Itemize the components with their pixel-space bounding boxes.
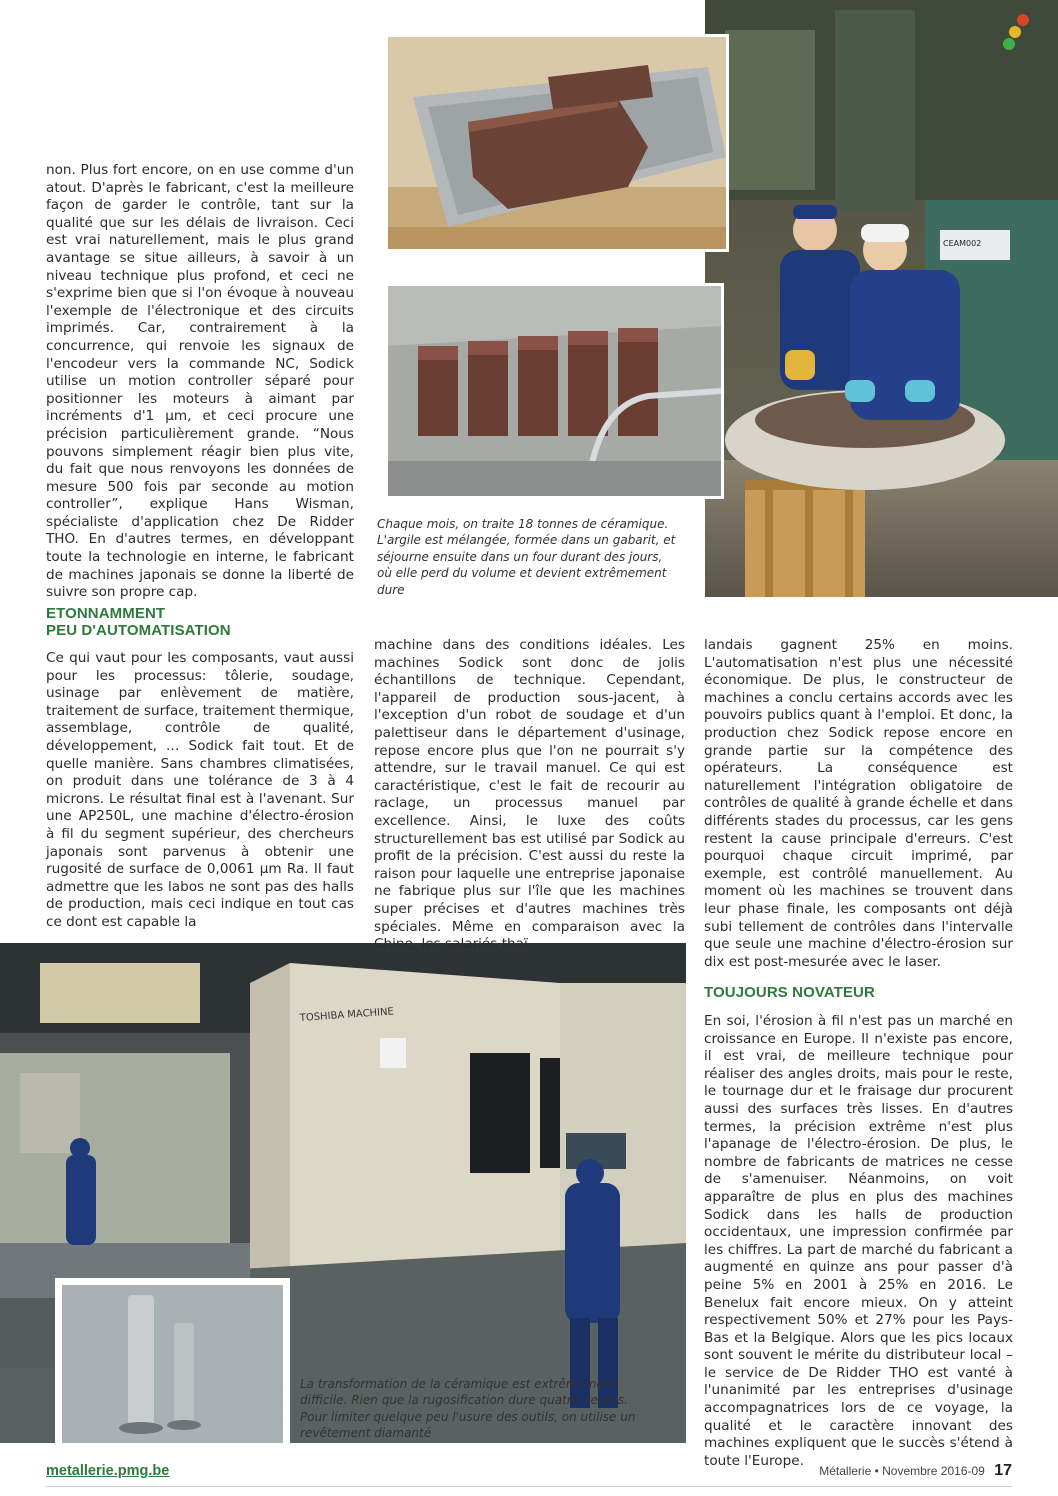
section1-heading <box>46 605 231 639</box>
column2-text: machine dans des conditions idéales. Les machines Sodick sont donc de jolis échantillons de technique. Cependant, l'appareil de production sous-jacent, à l'exception d'un robot de soudage et d'un palettiseur dans le département d'usinage, repose encore plus que l'on ne pourrait s'y attendre, sur le travail manuel. Ce qui est caractéristique, c'est le fait de recourir au raclage, un processus manuel par excellence. Ainsi, le luxe des coûts structurellement bas est utilisé par Sodick au profit de la précision. C'est aussi du reste la raison pour laquelle une entreprise japonaise ne fabrique plus sur l'île que les machines super précises et d'autres machines très spéciales. Même en comparaison avec la Chine, les salariés thaï- <box>374 637 685 953</box>
photo-clay-slab <box>385 34 729 252</box>
ceramic-parts-illustration <box>388 286 721 496</box>
column2-body <box>374 637 685 954</box>
section2-heading-text: TOUJOURS NOVATEUR <box>704 984 875 1001</box>
photo-workers-mixing <box>705 0 1058 597</box>
page-number: 17 <box>994 1462 1012 1479</box>
column1-intro <box>46 162 354 602</box>
caption-ceramic <box>377 516 677 598</box>
clay-slab-illustration <box>388 37 726 249</box>
section2-heading <box>704 984 875 1001</box>
section1-text: Ce qui vaut pour les composants, vaut aussi pour les processus: tôlerie, soudage, usinage par enlèvement de matière, traitement de surface, traitement thermique, assemblage, contrôle de qualité, développement, … Sodick fait tout. Et de quelle manière. Sans chambres climatisées, on produit dans une tolérance de 3 à 4 microns. Le résultat final est à l'avenant. Sur une AP250L, une machine d'électro-érosion à fil du segment supérieur, des chercheurs japonais sont parvenus à obtenir une rugosité de surface de 0,0061 µm Ra. Il faut admettre que les labos ne sont pas des halls de production, mais ceci indique en tout cas ce dont est capable la <box>46 650 354 930</box>
column3-text: landais gagnent 25% en moins. L'automatisation n'est plus une nécessité économique. De plus, le constructeur de machines a conclu certains accords avec les pouvoirs publics quant à l'emploi. Et donc, la production chez Sodick repose encore en grande partie sur la compétence des opérateurs. La conséquence est naturellement l'intégration obligatoire de contrôles de qualité à grande échelle et dans différents stades du processus, car les gens restent la cause principale d'erreurs. C'est pourquoi chaque circuit imprimé, par exemple, est contrôlé manuellement. Au moment où les machines se trouvent dans leur phase finale, les composants ont déjà subi tellement de contrôles dans l'intervalle que seule une machine d'électro-érosion sur dix est post-mesurée avec le laser. <box>704 637 1013 970</box>
photo-ceramic-parts <box>385 283 724 499</box>
machine-brand-label: TOSHIBA MACHINE <box>299 1006 395 1024</box>
column1-intro-text: non. Plus fort encore, on en use comme d'un atout. D'après le fabricant, c'est la meilleure façon de garder le contrôle, tant sur la qualité que sur les délais de livraison. Ceci est vrai naturellement, mais le plus grand avantage se situe ailleurs, à savoir à un niveau technique plus profond, et ceci ne s'exprime bien que si l'on évoque à nouveau l'exemple de l'électronique et des circuits imprimés. Car, contrairement à la concurrence, qui renvoie les signaux de l'encodeur vers la commande NC, Sodick utilise un motion controller séparé pour positionner les moteurs à aimant par incréments d'1 µm, et ceci procure une précision particulièrement grande. “Nous pouvons simplement réagir bien plus vite, du fait que nous renvoyons les données de mesure 500 fois par seconde au motion controller”, explique Hans Wisman, spécialiste d'application chez De Ridder THO. En d'autres termes, en développant toute la technologie en interne, le fabricant de machines japonais se donne la liberté de suivre son propre cap. <box>46 162 354 601</box>
section1-body <box>46 650 354 932</box>
section1-heading-line1: ETONNAMMENT <box>46 605 166 622</box>
footer-publication: Métallerie • Novembre 2016-09 <box>819 1464 985 1478</box>
machine-tag-label: CEAM002 <box>943 239 982 248</box>
workers-mixing-illustration <box>705 0 1058 597</box>
caption-tools <box>300 1376 652 1442</box>
footer-publication-info <box>819 1462 1012 1480</box>
footer-divider <box>46 1486 1012 1487</box>
section1-heading-line2: PEU D'AUTOMATISATION <box>46 622 231 639</box>
caption-tools-text: La transformation de la céramique est extrêmement difficile. Rien que la rugosification dure quatre heures. Pour limiter quelque peu l'usure des outils, on utilise un revêtement diamanté <box>300 1377 636 1441</box>
photo-machine-hall <box>0 943 686 1443</box>
column3-body <box>704 637 1013 971</box>
machine-hall-illustration <box>0 943 686 1443</box>
footer-website-link[interactable]: metallerie.pmg.be <box>46 1463 170 1479</box>
section2-body <box>704 1013 1013 1470</box>
section2-text: En soi, l'érosion à fil n'est pas un marché en croissance en Europe. Il n'existe pas encore, il est vrai, de meilleure technique pour réaliser des angles droits, mais pour le reste, le tournage dur et le fraisage dur procurent aussi des surfaces très lisses. En d'autres termes, la précision extrême n'est plus l'apanage de l'électro-érosion. De plus, le nombre de fabricants de matrices ne cesse de s'amenuiser. Néanmoins, on voit apparaître de plus en plus des machines Sodick dans les halls de production occidentaux, une impression confirmée par les chiffres. La part de marché du fabricant a augmenté en quinze ans pour passer d'à peine 5% en 2001 à 25% en 2016. Le Benelux fait encore mieux. On y atteint respectivement 50% et 27% pour les Pays-Bas et la Belgique. Alors que les pics locaux sont souvent le mérite du distributeur local – le service de De Ridder THO est vanté à l'unanimité par les entreprises d'usinage accompagnatrices lors de ce voyage, la qualité et le caractère innovant des machines expliquent que le succès s'étend à toute l'Europe. <box>704 1013 1013 1469</box>
caption-ceramic-text: Chaque mois, on traite 18 tonnes de céramique. L'argile est mélangée, formée dans un gabarit, et séjourne ensuite dans un four durant des jours, où elle perd du volume et devient extrêmement dure <box>377 517 676 597</box>
